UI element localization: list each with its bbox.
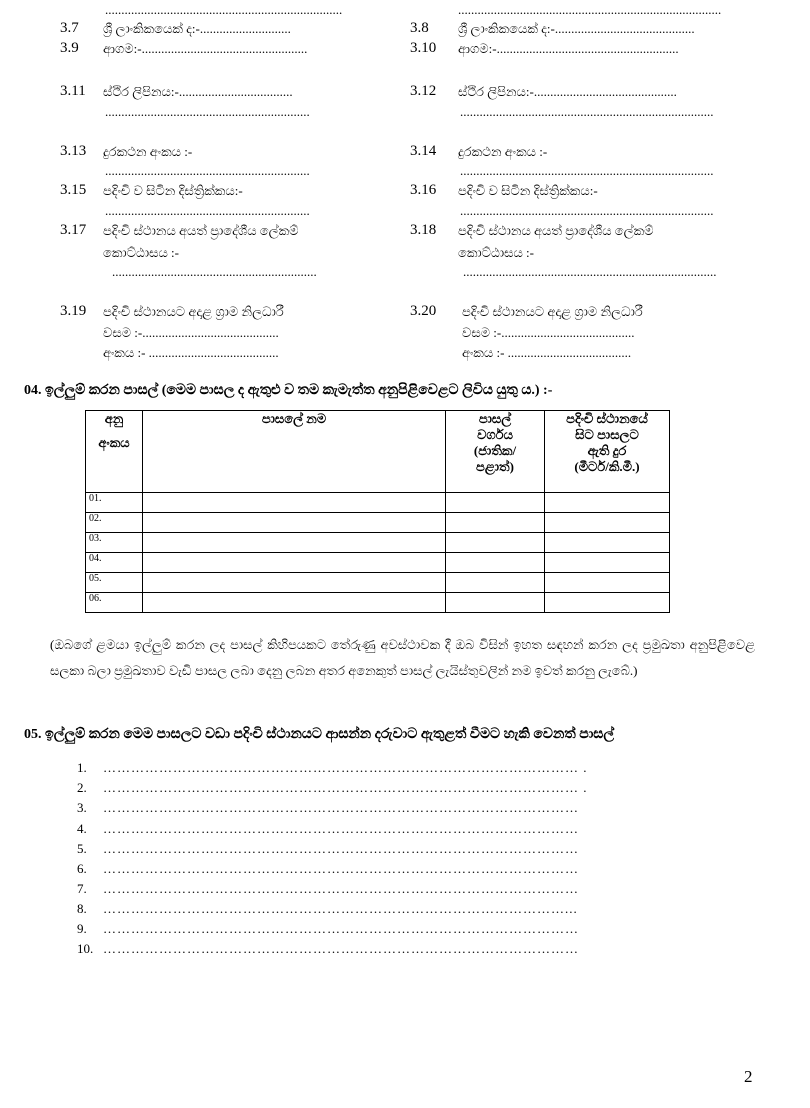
header-text: අනු — [104, 411, 124, 426]
field-divisional-secretariat[interactable]: .............................................................................. — [463, 264, 717, 279]
header-text: වර්ගය — [477, 427, 513, 442]
table-row — [86, 493, 670, 513]
field-telephone-label: දුරකථන අංකය :- — [103, 144, 193, 159]
row-number: 03. — [86, 533, 143, 553]
school-type-cell[interactable] — [446, 573, 545, 593]
field-divisional-secretariat-label: පදිංචි ස්ථානය අයත් ප්‍රාදේශීය ලේකම් — [103, 223, 299, 238]
field-gn-number[interactable]: අංකය :- ...................................... — [462, 345, 632, 360]
alt-school-line[interactable]: ………………………………………………………………………………………… — [103, 941, 579, 956]
priority-note: (ඔබගේ ළමයා ඉල්ලුම් කරන ලද පාසල් කිහිපයකට තේරුණු අවස්ථාවක දී ඔබ විසින් ඉහත සඳහන් කරන ලද ප්‍රමුඛතා අනුපිළිවෙළ සලකා බලා ප්‍රමුඛතාව වැඩි පාසල ලබා දෙනු ලබන අතර අනෙකුත් පාසල් ලැයිස්තුවලින් නම ඉවත් කරනු ලැබේ.) — [50, 637, 755, 678]
field-divisional-secretariat-label: පදිංචි ස්ථානය අයත් ප්‍රාදේශීය ලේකම් — [458, 223, 654, 238]
alt-school-line[interactable]: ………………………………………………………………………………………… — [103, 921, 579, 936]
item-number: 3.10 — [410, 40, 437, 56]
item-number: 3.16 — [410, 182, 437, 198]
field-district-label: පදිංචි ව සිටින දිස්ත්‍රික්කය:- — [458, 183, 598, 198]
distance-cell[interactable] — [545, 533, 670, 553]
list-item-number: 8. — [77, 901, 87, 916]
field-district-label: පදිංචි ව සිටින දිස්ත්‍රික්කය:- — [103, 183, 243, 198]
row-number: 02. — [86, 513, 143, 533]
table-row — [86, 573, 670, 593]
field-gn-division-label: පදිංචි ස්ථානයට අදාළ ග්‍රාම නිලධාරී — [462, 304, 643, 319]
school-name-cell[interactable] — [143, 593, 446, 613]
table-row — [86, 593, 670, 613]
field-gn-number[interactable]: අංකය :- ........................................ — [103, 345, 279, 360]
dotted-line: ............................................................... — [105, 104, 310, 119]
alt-school-line[interactable]: ………………………………………………………………………………………... — [103, 901, 578, 916]
distance-cell[interactable] — [545, 593, 670, 613]
list-item-number: 4. — [77, 821, 87, 836]
item-number: 3.13 — [60, 143, 87, 159]
field-telephone[interactable]: .............................................................................. — [460, 163, 714, 178]
header-text: සිට පාසලට — [575, 427, 639, 442]
field-permanent-address[interactable]: ස්ථිර ලිපිනය:-................................... — [103, 84, 293, 99]
row-number: 06. — [86, 593, 143, 613]
alt-school-line[interactable]: ………………………………………………………………………………………… — [103, 841, 579, 856]
header-text: පදිංචි ස්ථානයේ — [566, 411, 648, 426]
list-item-number: 1. — [77, 760, 87, 775]
item-number: 3.19 — [60, 303, 87, 319]
item-number: 3.18 — [410, 222, 437, 238]
item-number: 3.20 — [410, 303, 437, 319]
field-religion[interactable]: ආගම:-................................................... — [103, 41, 308, 56]
header-text: පාසලේ නම — [261, 411, 327, 426]
field-gn-division-label: පදිංචි ස්ථානයට අදාළ ග්‍රාම නිලධාරී — [103, 304, 284, 319]
header-text: (මීටර්/කි.මී.) — [574, 459, 640, 474]
school-type-cell[interactable] — [446, 513, 545, 533]
table-row — [86, 533, 670, 553]
header-text: අංකය — [98, 435, 130, 450]
field-divisional-secretariat-label: කොට්ඨාසය :- — [458, 245, 534, 260]
table-row — [86, 513, 670, 533]
school-type-cell[interactable] — [446, 593, 545, 613]
alt-school-line[interactable]: ………………………………………………………………………………………… — [103, 800, 579, 815]
school-type-cell[interactable] — [446, 553, 545, 573]
list-item-number: 3. — [77, 800, 87, 815]
header-text: ඇති දුර — [587, 443, 627, 458]
distance-cell[interactable] — [545, 493, 670, 513]
column-header — [86, 411, 143, 493]
field-telephone[interactable]: ............................................................... — [105, 163, 310, 178]
alt-school-line[interactable]: ………………………………………………………………………………………… — [103, 881, 579, 896]
school-name-cell[interactable] — [143, 553, 446, 573]
item-number: 3.17 — [60, 222, 87, 238]
field-gn-division[interactable]: වසම :-.......................................... — [103, 325, 279, 340]
alt-school-line[interactable]: ………………………………………………………………………………………… . — [103, 780, 588, 795]
field-divisional-secretariat-label: කොට්ඨාසය :- — [103, 245, 179, 260]
list-item-number: 2. — [77, 780, 87, 795]
item-number: 3.11 — [60, 83, 86, 99]
school-name-cell[interactable] — [143, 573, 446, 593]
table-header-row — [86, 411, 670, 493]
list-item-number: 7. — [77, 881, 87, 896]
header-text: පළාත්) — [476, 459, 514, 474]
school-type-cell[interactable] — [446, 493, 545, 513]
field-gn-division[interactable]: වසම :-......................................... — [462, 325, 635, 340]
field-district[interactable]: ............................................................... — [105, 203, 310, 218]
field-district[interactable]: .............................................................................. — [460, 203, 714, 218]
page-number: 2 — [744, 1067, 753, 1086]
header-text: පාසල් — [478, 411, 512, 426]
school-type-cell[interactable] — [446, 533, 545, 553]
section-heading: 04. ඉල්ලුම් කරන පාසල් (මෙම පාසල ද ඇතුළු ව තම කැමැත්ත අනුපිළිවෙළට ලිවිය යුතු ය.) :- — [24, 383, 553, 398]
distance-cell[interactable] — [545, 553, 670, 573]
distance-cell[interactable] — [545, 513, 670, 533]
item-number: 3.7 — [60, 20, 79, 36]
dotted-line: ......................................................................... — [105, 2, 343, 17]
dotted-line: .............................................................................. — [460, 104, 714, 119]
header-text: (ජාතික/ — [473, 443, 517, 458]
field-sri-lankan[interactable]: ශ්‍රී ලාංකිකයෙක් ද:-............................ — [103, 21, 291, 36]
school-name-cell[interactable] — [143, 493, 446, 513]
item-number: 3.8 — [410, 20, 429, 36]
list-item-number: 6. — [77, 861, 87, 876]
field-religion[interactable]: ආගම:-........................................................ — [458, 41, 679, 56]
field-divisional-secretariat[interactable]: ............................................................... — [112, 264, 317, 279]
alt-school-line[interactable]: ………………………………………………………………………………………… — [103, 861, 579, 876]
list-item-number: 10. — [77, 941, 94, 956]
section-heading: 05. ඉල්ලුම් කරන මෙම පාසලට වඩා පදිංචි ස්ථානයට ආසන්න දරුවාට ඇතුළත් වීමට හැකි වෙනත් පාසල් — [24, 727, 615, 742]
item-number: 3.9 — [60, 40, 79, 56]
dotted-line: ................................................................................. — [458, 2, 722, 17]
column-header — [545, 411, 670, 493]
alt-school-line[interactable]: ………………………………………………………………………………………… — [103, 821, 579, 836]
field-telephone-label: දුරකථන අංකය :- — [458, 144, 548, 159]
row-number: 05. — [86, 573, 143, 593]
column-header — [143, 411, 446, 493]
schools-table — [85, 410, 670, 613]
row-number: 01. — [86, 493, 143, 513]
field-sri-lankan[interactable]: ශ්‍රී ලාංකිකයෙක් ද:-........................................... — [458, 21, 695, 36]
distance-cell[interactable] — [545, 573, 670, 593]
item-number: 3.15 — [60, 182, 87, 198]
alt-school-line[interactable]: ………………………………………………………………………………………… . — [103, 760, 588, 775]
row-number: 04. — [86, 553, 143, 573]
table-row — [86, 553, 670, 573]
column-header — [446, 411, 545, 493]
school-name-cell[interactable] — [143, 513, 446, 533]
item-number: 3.14 — [410, 143, 437, 159]
list-item-number: 9. — [77, 921, 87, 936]
field-permanent-address[interactable]: ස්ථිර ලිපිනය:-............................................ — [458, 84, 677, 99]
list-item-number: 5. — [77, 841, 87, 856]
item-number: 3.12 — [410, 83, 437, 99]
school-name-cell[interactable] — [143, 533, 446, 553]
